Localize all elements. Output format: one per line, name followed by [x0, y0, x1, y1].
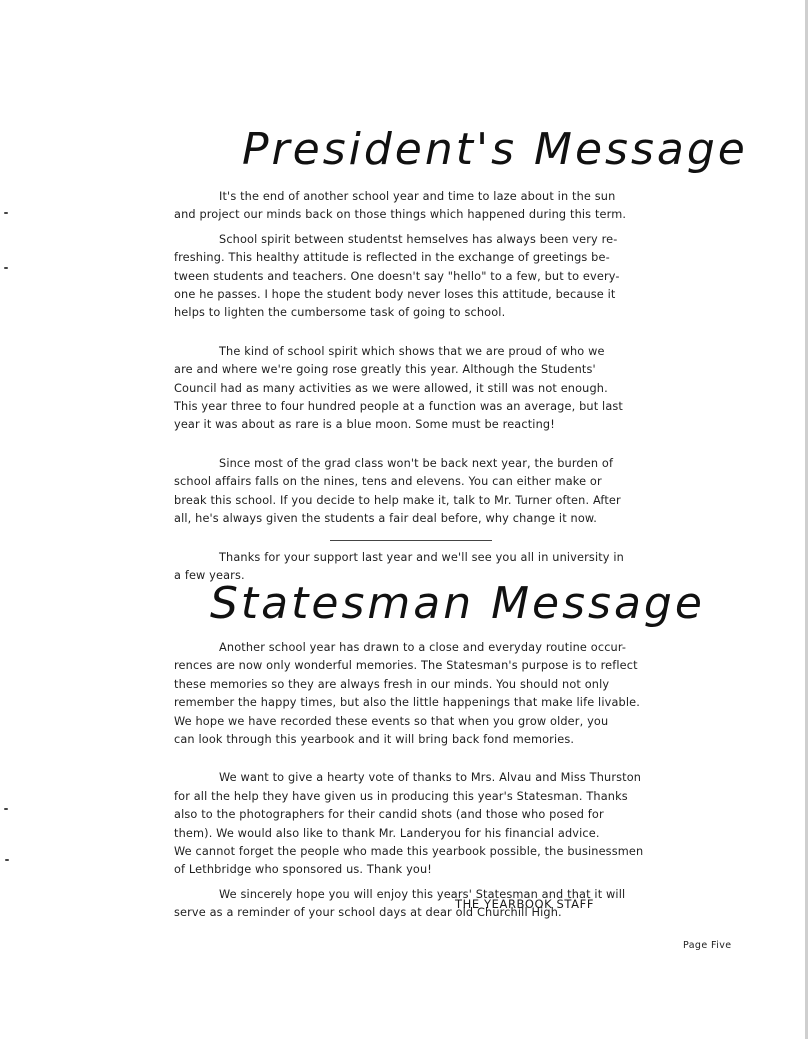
president-paragraph-1: It's the end of another school year and time to laze about in the sun and project our minds back on those things which happened during this term.: [174, 190, 627, 222]
section-divider: [330, 540, 492, 541]
paper-speck: [4, 808, 8, 810]
president-paragraph-5: Thanks for your support last year and we'll see you all in university in a few years.: [174, 550, 624, 582]
page-number: Page Five: [683, 940, 732, 951]
president-paragraph-3: The kind of school spirit which shows that we are proud of who we are and where we're going rose greatly this year. Although the Students' Council had as many activities as we were allowed, it still was not enough. This year three to four hundred people at a function was an average, but last year it was about as rare is a blue moon. Some must be reacting!: [174, 344, 624, 432]
president-paragraph-2: School spirit between studentst hemselves has always been very re- freshing. This healthy attitude is reflected in the exchange of greetings be- tween students and teachers. One doesn't say "hello" to a few, but to every- one he passes. I hope the student body never loses this attitude, because it helps to lighten the cumbersome task of going to school.: [174, 232, 620, 320]
paper-speck: [4, 267, 8, 269]
yearbook-staff-signature: THE YEARBOOK STAFF: [455, 897, 595, 911]
statesman-paragraph-2: We want to give a hearty vote of thanks to Mrs. Alvau and Miss Thurston for all the help they have given us in producing this year's Statesman. Thanks also to the photographers for their candid shots (and those who posed for them). We would also like to thank Mr. Landeryou for his financial advice. We cannot forget the people who made this yearbook possible, the businessmen of Lethbridge who sponsored us. Thank you!: [174, 771, 644, 877]
statesman-paragraph-3: We sincerely hope you will enjoy this years' Statesman and that it will serve as a reminder of your school days at dear old Churchill High.: [174, 887, 626, 920]
president-message-body: [174, 188, 652, 585]
paper-speck: [5, 859, 9, 861]
statesman-paragraph-1: Another school year has drawn to a close and everyday routine occur- rences are now only wonderful memories. The Statesman's purpose is to reflect these memories so they are always fresh in our minds. You should not only remember the happy times, but also the little happenings that make life livable. We hope we have recorded these events so that when you grow older, you can look through this yearbook and it will bring back fond memories.: [174, 641, 640, 747]
paper-speck: [4, 212, 8, 214]
president-paragraph-4: Since most of the grad class won't be back next year, the burden of school affairs falls on the nines, tens and elevens. You can either make or break this school. If you decide to help make it, talk to Mr. Turner often. After all, he's always given the students a fair deal before, why change it now.: [174, 456, 621, 526]
statesman-message-title: Statesman Message: [210, 578, 705, 629]
president-message-title: President's Message: [242, 124, 748, 175]
statesman-message-body: [174, 639, 652, 923]
